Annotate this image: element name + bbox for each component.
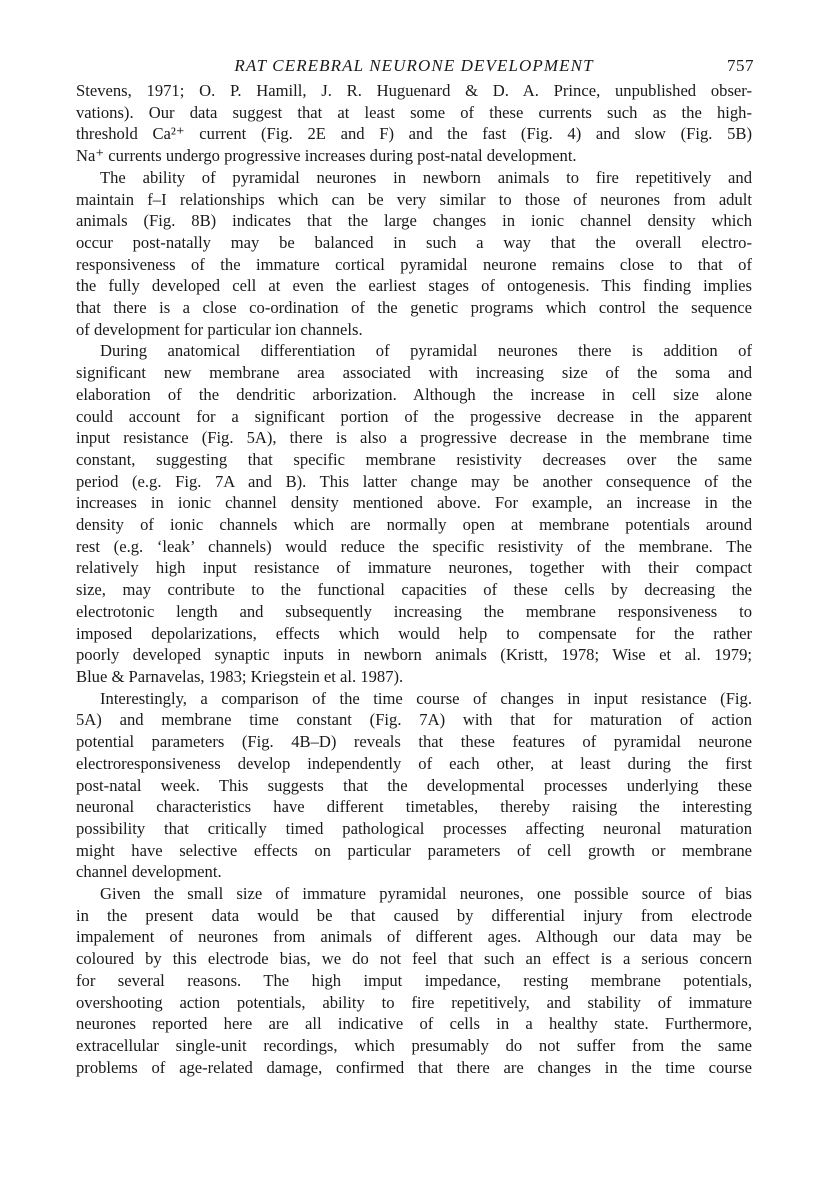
text-line: impalement of neurones from animals of different ages. Although our data may be: [76, 927, 752, 947]
text-line: coloured by this electrode bias, we do not feel that such an effect is a serious concern: [76, 949, 752, 969]
text-line: threshold Ca²⁺ current (Fig. 2E and F) and the fast (Fig. 4) and slow (Fig. 5B): [76, 124, 752, 144]
page-number: 757: [727, 56, 754, 75]
text-line: During anatomical differentiation of pyramidal neurones there is addition of: [100, 341, 752, 361]
text-line: the fully developed cell at even the earliest stages of ontogenesis. This finding implies: [76, 276, 752, 296]
text-line: possibility that critically timed pathological processes affecting neuronal maturation: [76, 818, 752, 838]
text-line: electrotonic length and subsequently increasing the membrane responsiveness to: [76, 601, 752, 621]
text-line: vations). Our data suggest that at least some of these currents such as the high-: [76, 102, 752, 122]
text-line: post-natal week. This suggests that the developmental processes underlying these: [76, 775, 752, 795]
text-line: occur post-natally may be balanced in such a way that the overall electro-: [76, 232, 752, 252]
text-line: relatively high input resistance of immature neurones, together with their compact: [76, 558, 752, 578]
text-line: electroresponsiveness develop independently of each other, at least during the first: [76, 753, 752, 773]
text-line: imposed depolarizations, effects which would help to compensate for the rather: [76, 623, 752, 643]
text-line: Stevens, 1971; O. P. Hamill, J. R. Huguenard & D. A. Prince, unpublished obser-: [76, 81, 752, 100]
paragraph: [76, 340, 752, 687]
text-line: that there is a close co-ordination of the genetic programs which control the sequence: [76, 298, 752, 318]
text-line: problems of age-related damage, confirmed that there are changes in the time course: [76, 1057, 752, 1077]
running-title: RAT CEREBRAL NEURONE DEVELOPMENT: [234, 56, 594, 75]
text-line: in the present data would be that caused by differential injury from electrode: [76, 905, 752, 925]
text-line: maintain f–I relationships which can be very similar to those of neurones from adult: [76, 189, 752, 209]
text-line: 5A) and membrane time constant (Fig. 7A) with that for maturation of action: [76, 710, 752, 730]
text-line: neurones reported here are all indicative of cells in a healthy state. Furthermore,: [76, 1014, 752, 1034]
text-line: input resistance (Fig. 5A), there is also a progressive decrease in the membrane time: [76, 428, 752, 448]
text-line: Given the small size of immature pyramidal neurones, one possible source of bias: [100, 884, 752, 904]
paragraph: [76, 167, 752, 341]
text-line: potential parameters (Fig. 4B–D) reveals that these features of pyramidal neurone: [76, 732, 752, 752]
paragraph: [76, 688, 752, 883]
text-line: increases in ionic channel density mentioned above. For example, an increase in the: [76, 493, 752, 513]
text-line: rest (e.g. ‘leak’ channels) would reduce the specific resistivity of the membrane. The: [76, 536, 752, 556]
text-line: The ability of pyramidal neurones in newborn animals to fire repetitively and: [100, 167, 752, 187]
text-line: density of ionic channels which are normally open at membrane potentials around: [76, 515, 752, 535]
text-line: animals (Fig. 8B) indicates that the large changes in ionic channel density which: [76, 211, 752, 231]
text-line: extracellular single-unit recordings, which presumably do not suffer from the same: [76, 1035, 752, 1055]
text-line: Interestingly, a comparison of the time course of changes in input resistance (Fig.: [100, 688, 752, 708]
text-line: poorly developed synaptic inputs in newborn animals (Kristt, 1978; Wise et al. 1979;: [76, 645, 752, 665]
text-line: could account for a significant portion of the progessive decrease in the apparent: [76, 406, 752, 426]
journal-page: [76, 50, 752, 1078]
text-line: significant new membrane area associated with increasing size of the soma and: [76, 363, 752, 383]
paragraph: [76, 883, 752, 1078]
text-line: Na⁺ currents undergo progressive increases during post-natal development.: [76, 146, 577, 166]
text-line: elaboration of the dendritic arborization. Although the increase in cell size alone: [76, 384, 752, 404]
text-line: constant, suggesting that specific membrane resistivity decreases over the same: [76, 449, 752, 469]
paragraph: [76, 80, 752, 167]
text-line: neuronal characteristics have different timetables, thereby raising the interesting: [76, 797, 752, 817]
running-header: [76, 50, 752, 80]
text-line: might have selective effects on particular parameters of cell growth or membrane: [76, 840, 752, 860]
text-line: for several reasons. The high imput impedance, resting membrane potentials,: [76, 970, 752, 990]
body-text: [76, 80, 752, 1078]
text-line: Blue & Parnavelas, 1983; Kriegstein et al. 1987).: [76, 666, 404, 686]
text-line: overshooting action potentials, ability to fire repetitively, and stability of immature: [76, 992, 752, 1012]
text-line: period (e.g. Fig. 7A and B). This latter change may be another consequence of the: [76, 471, 752, 491]
text-line: channel development.: [76, 862, 222, 882]
text-line: of development for particular ion channels.: [76, 319, 363, 339]
text-line: responsiveness of the immature cortical pyramidal neurone remains close to that of: [76, 254, 752, 274]
text-line: size, may contribute to the functional capacities of these cells by decreasing the: [76, 580, 752, 600]
